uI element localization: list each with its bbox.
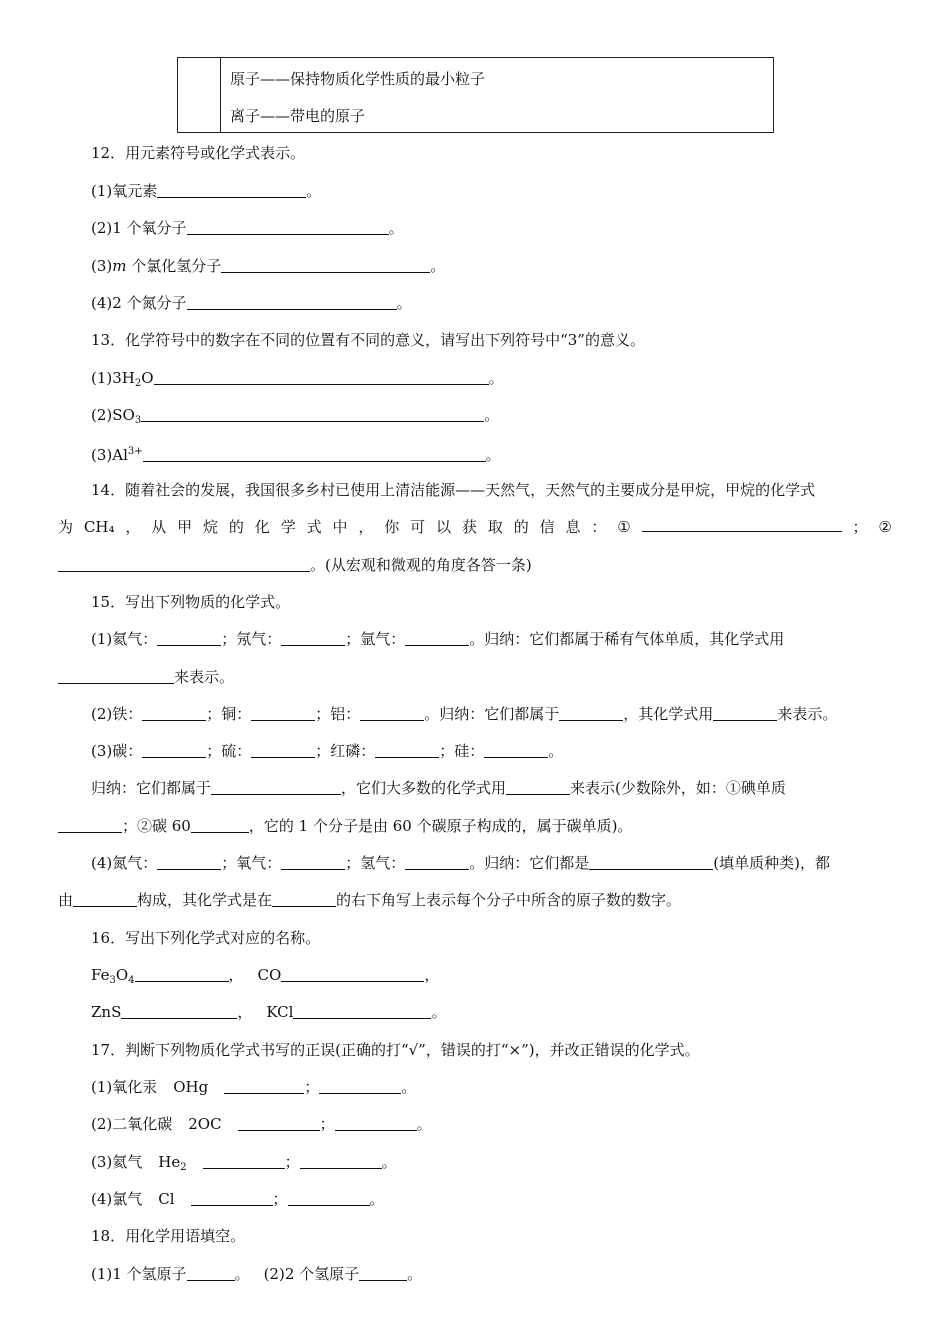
variable-m: m	[112, 257, 127, 275]
q15-title: 15．写出下列物质的化学式。	[91, 593, 291, 611]
q15-part-1: (1)氦气： ；氖气： ；氩气： 。归纳：它们都属于稀有气体单质，其化学式用	[91, 630, 785, 648]
answer-blank[interactable]	[642, 517, 842, 532]
answer-blank[interactable]	[238, 1116, 320, 1131]
answer-blank[interactable]	[154, 370, 489, 385]
q12-item-4: (4)2 个氮分子 。	[91, 294, 412, 312]
q13-item-2: $(2)SO_3$ 。	[91, 406, 500, 426]
answer-blank[interactable]	[360, 706, 424, 721]
q13-item-3: $(3)Al^{3+}$ 。	[91, 446, 501, 464]
answer-blank[interactable]	[319, 1079, 401, 1094]
answer-blank[interactable]	[251, 706, 315, 721]
answer-blank[interactable]	[211, 780, 341, 795]
table-left-cell	[178, 58, 221, 132]
answer-blank[interactable]	[73, 892, 137, 907]
answer-blank[interactable]	[375, 743, 439, 758]
q14-line-2: 为 CH₄ ， 从 甲 烷 的 化 学 式 中 ， 你 可 以 获 取 的 信 息 ： ① ； ②	[58, 518, 892, 536]
answer-blank[interactable]	[221, 258, 430, 273]
answer-blank[interactable]	[559, 706, 623, 721]
answer-blank[interactable]	[484, 743, 548, 758]
q12-title: 12．用元素符号或化学式表示。	[91, 144, 306, 162]
q15-part-4-cont: 由 构成，其化学式是在 的右下角写上表示每个分子中所含的原子数的数字。	[58, 891, 682, 909]
answer-blank[interactable]	[58, 557, 310, 572]
answer-blank[interactable]	[224, 1079, 304, 1094]
answer-blank[interactable]	[191, 818, 249, 833]
q13-title: 13．化学符号中的数字在不同的位置有不同的意义，请写出下列符号中“3”的意义。	[91, 331, 645, 349]
table-row-ion: 离子——带电的原子	[230, 107, 366, 125]
answer-blank[interactable]	[135, 967, 229, 982]
answer-blank[interactable]	[142, 743, 206, 758]
q18-items: (1)1 个氢原子 。 (2)2 个氢原子 。	[91, 1265, 423, 1283]
answer-blank[interactable]	[187, 295, 397, 310]
q15-part-3: (3)碳： ；硫： ；红磷： ；硅： 。	[91, 742, 564, 760]
q17-item-4: (4)氯气 Cl ； 。	[91, 1190, 385, 1208]
q17-item-2: (2)二氧化碳 2OC ； 。	[91, 1115, 432, 1133]
answer-blank[interactable]	[713, 706, 777, 721]
q12-label-2: (2)1 个氧分子	[91, 219, 187, 237]
q14-line-1: 14．随着社会的发展，我国很多乡村已使用上清洁能源——天然气，天然气的主要成分是甲烷，甲烷的化学式	[91, 481, 816, 499]
answer-blank[interactable]	[58, 818, 122, 833]
answer-blank[interactable]	[58, 669, 174, 684]
q15-part-1-cont: 来表示。	[58, 667, 234, 687]
answer-blank[interactable]	[157, 631, 221, 646]
q12-label-1: (1)氧元素	[91, 182, 158, 200]
answer-blank[interactable]	[157, 183, 306, 198]
q15-part-2: (2)铁： ；铜： ；铝： 。归纳：它们都属于 ，其化学式用 来表示。	[91, 705, 838, 723]
answer-blank[interactable]	[143, 447, 486, 462]
q16-title: 16．写出下列化学式对应的名称。	[91, 929, 321, 947]
answer-blank[interactable]	[191, 1191, 273, 1206]
q15-summary-1: 归纳：它们都属于 ，它们大多数的化学式用 来表示(少数除外，如：①碘单质	[91, 779, 786, 797]
definition-table	[177, 57, 774, 133]
q15-part-4: (4)氮气： ；氧气： ；氢气： 。归纳：它们都是 (填单质种类)，都	[91, 854, 831, 872]
answer-blank[interactable]	[251, 743, 315, 758]
answer-blank[interactable]	[187, 1266, 235, 1281]
answer-blank[interactable]	[157, 855, 221, 870]
q13-item-1: $(1)3H_2O$ 。	[91, 369, 504, 389]
q17-item-3: (3)氦气 $He_2$ ； 。	[91, 1153, 397, 1173]
q17-item-1: (1)氧化汞 OHg ； 。	[91, 1078, 417, 1096]
q12-item-3: (3)m 个氯化氢分子 。	[91, 257, 446, 275]
table-row-atom: 原子——保持物质化学性质的最小粒子	[230, 70, 486, 88]
answer-blank[interactable]	[300, 1154, 382, 1169]
answer-blank[interactable]	[142, 706, 206, 721]
q17-title: 17．判断下列物质化学式书写的正误(正确的打“√”，错误的打“×”)，并改正错误的化学式。	[91, 1041, 700, 1059]
q18-title: 18．用化学用语填空。	[91, 1227, 246, 1245]
answer-blank[interactable]	[187, 220, 389, 235]
q14-line-3: 。(从宏观和微观的角度各答一条)	[58, 555, 532, 575]
answer-blank[interactable]	[293, 1004, 431, 1019]
answer-blank[interactable]	[272, 892, 336, 907]
answer-blank[interactable]	[405, 855, 469, 870]
answer-blank[interactable]	[203, 1154, 285, 1169]
answer-blank[interactable]	[281, 631, 345, 646]
answer-blank[interactable]	[288, 1191, 370, 1206]
answer-blank[interactable]	[589, 855, 713, 870]
answer-blank[interactable]	[281, 855, 345, 870]
q12-item-1: (1)氧元素 。	[91, 182, 322, 200]
q16-row-2: ZnS ， KCl 。	[91, 1003, 447, 1021]
q12-item-2: (2)1 个氧分子 。	[91, 219, 404, 237]
answer-blank[interactable]	[335, 1116, 417, 1131]
answer-blank[interactable]	[506, 780, 570, 795]
q15-summary-2: ；②碳 60 ，它的 1 个分子是由 60 个碳原子构成的，属于碳单质)。	[58, 816, 632, 836]
answer-blank[interactable]	[281, 967, 424, 982]
answer-blank[interactable]	[359, 1266, 407, 1281]
answer-blank[interactable]	[121, 1004, 237, 1019]
q16-row-1: $Fe_3O_4$ ， CO ，	[91, 966, 440, 986]
answer-blank[interactable]	[141, 407, 484, 422]
answer-blank[interactable]	[405, 631, 469, 646]
